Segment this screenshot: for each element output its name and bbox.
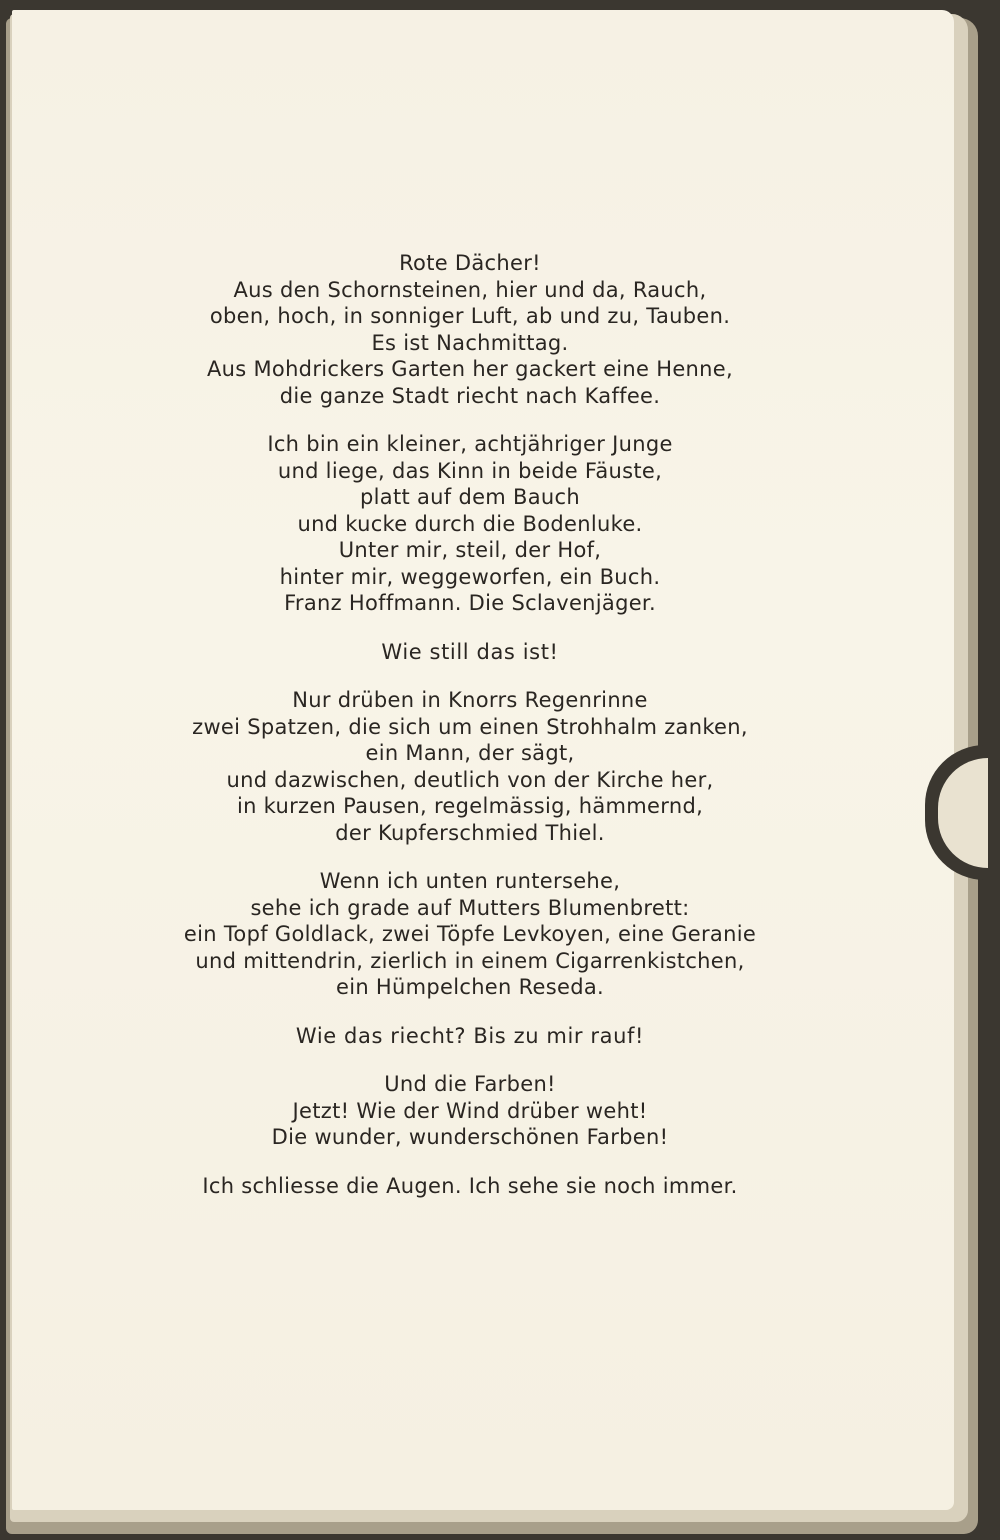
poem-line: und kucke durch die Bodenluke. — [297, 511, 643, 536]
poem-line: und liege, das Kinn in beide Fäuste, — [277, 458, 663, 483]
poem-line: Ich schliesse die Augen. Ich sehe sie noch immer. — [202, 1173, 738, 1198]
poem-line: zwei Spatzen, die sich um einen Strohhalm zanken, — [192, 714, 748, 739]
poem-line: Jetzt! Wie der Wind drüber weht! — [292, 1098, 648, 1123]
poem-line: in kurzen Pausen, regelmässig, hämmernd, — [236, 794, 704, 818]
stanza-7 — [120, 1071, 820, 1151]
poem-line: sehe ich grade auf Mutters Blumenbrett: — [250, 895, 690, 920]
poem-line: ein Mann, der sägt, — [365, 741, 575, 765]
poem-line: Es ist Nachmittag. — [371, 330, 569, 355]
poem-line: Wie das riecht? Bis zu mir rauf! — [295, 1023, 645, 1048]
stanza-1 — [120, 250, 820, 409]
poem-line: Unter mir, steil, der Hof, — [338, 538, 602, 562]
stanza-8 — [120, 1173, 820, 1200]
poem-line: Wie still das ist! — [381, 639, 559, 664]
stanza-5 — [120, 868, 820, 1001]
stanza-3 — [120, 639, 820, 666]
poem-line: die ganze Stadt riecht nach Kaffee. — [279, 383, 661, 408]
poem-line: oben, hoch, in sonniger Luft, ab und zu, Tauben. — [209, 304, 731, 328]
poem-line: Rote Dächer! — [399, 251, 541, 275]
stanza-6 — [120, 1023, 820, 1050]
poem-line: und dazwischen, deutlich von der Kirche her, — [226, 767, 714, 792]
poem-line: Franz Hoffmann. Die Sclavenjäger. — [284, 591, 656, 615]
poem-line: Aus den Schornsteinen, hier und da, Rauch, — [233, 277, 707, 302]
stanza-4 — [120, 687, 820, 846]
poem-line: Ich bin ein kleiner, achtjähriger Junge — [267, 432, 673, 456]
poem-line: Wenn ich unten runtersehe, — [319, 869, 621, 893]
poem-line: Und die Farben! — [384, 1072, 556, 1096]
stanza-2 — [120, 431, 820, 617]
poem-line: Nur drüben in Knorrs Regenrinne — [292, 688, 648, 712]
poem-line: Aus Mohdrickers Garten her gackert eine Henne, — [207, 357, 733, 381]
poem-line: ein Topf Goldlack, zwei Töpfe Levkoyen, eine Geranie — [183, 922, 757, 946]
poem-line: Die wunder, wunderschönen Farben! — [271, 1125, 669, 1149]
poem-line: und mittendrin, zierlich in einem Cigarrenkistchen, — [195, 948, 745, 973]
poem — [120, 250, 820, 1221]
poem-line: der Kupferschmied Thiel. — [335, 820, 605, 845]
poem-line: ein Hümpelchen Reseda. — [335, 975, 605, 999]
poem-line: platt auf dem Bauch — [360, 485, 580, 509]
poem-line: hinter mir, weggeworfen, ein Buch. — [279, 564, 661, 589]
